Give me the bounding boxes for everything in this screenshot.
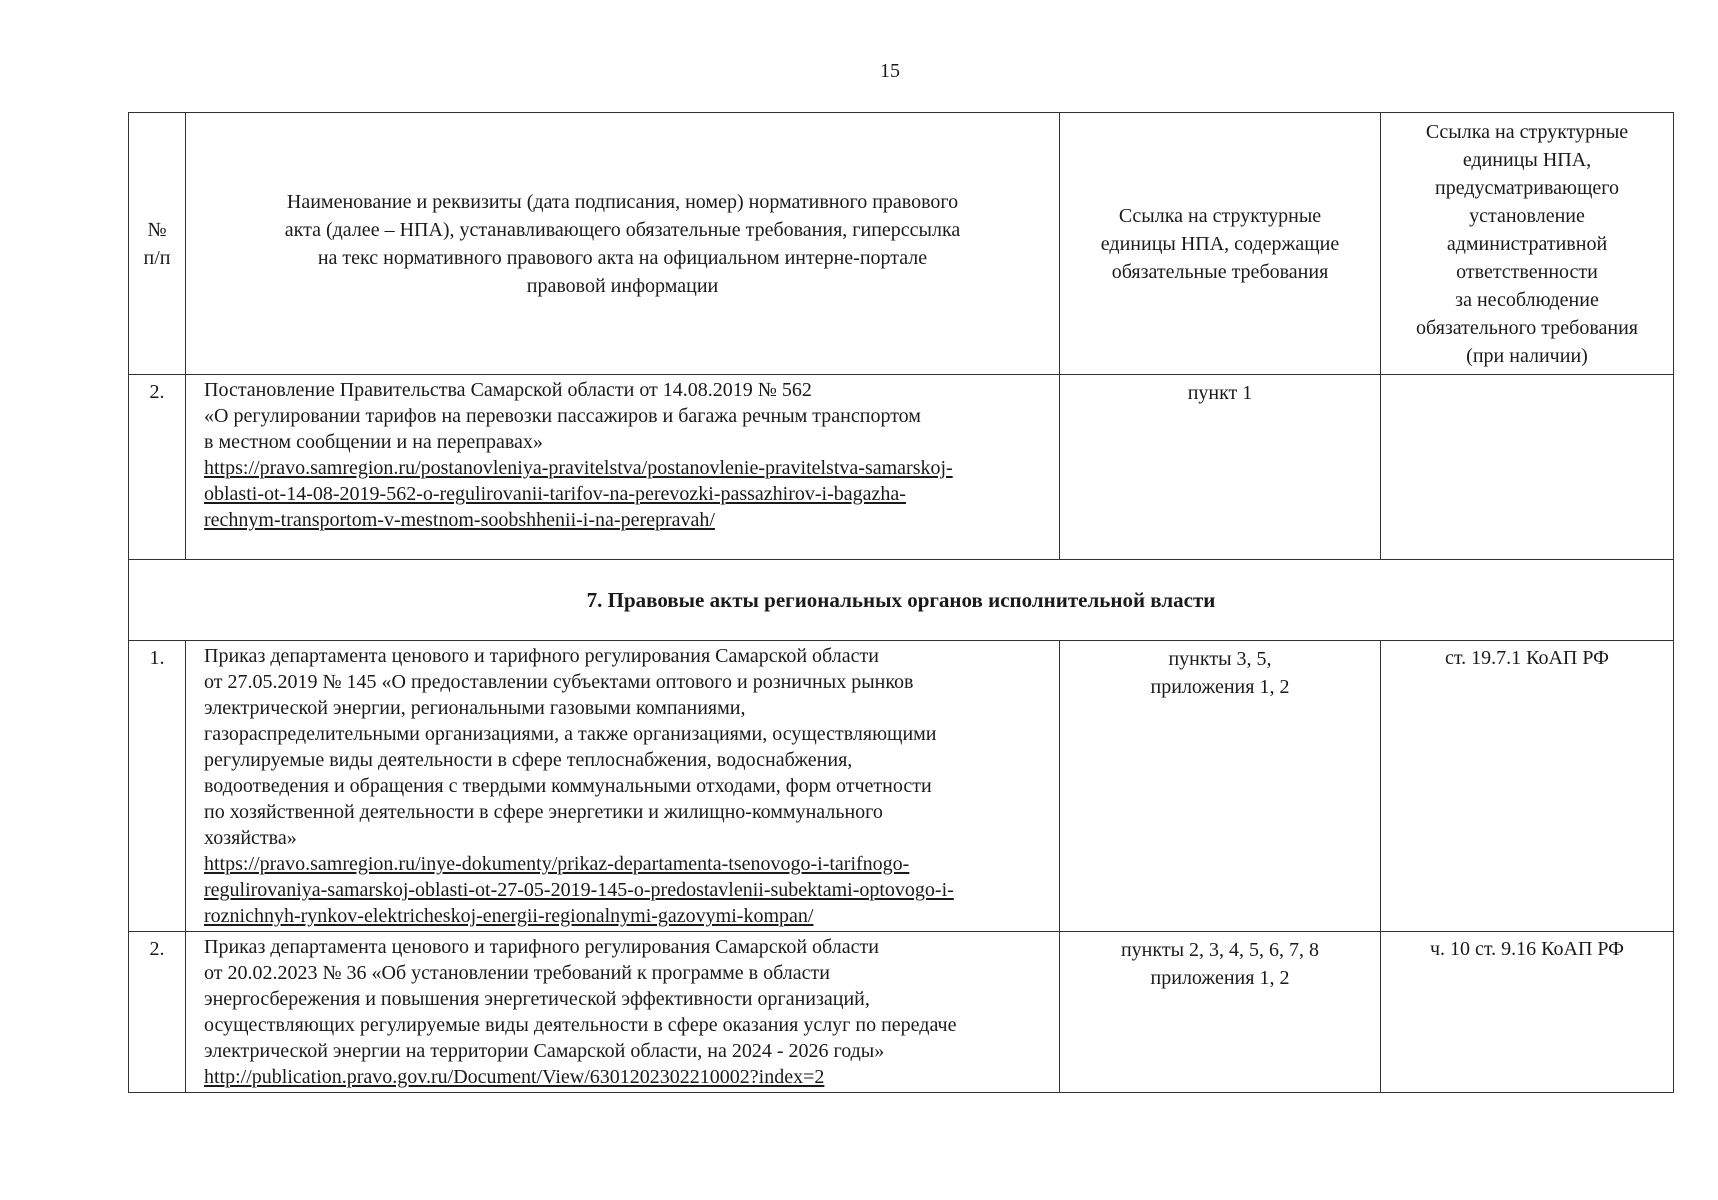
- header-name-line: на текс нормативного правового акта на официальном интерне-портале: [317, 246, 928, 269]
- act-text-line: осуществляющих регулируемые виды деятельности в сфере оказания услуг по передаче: [204, 1014, 957, 1036]
- act-description: [186, 641, 1060, 932]
- row-number: 2.: [129, 375, 186, 560]
- header-resp-line: за несоблюдение: [1455, 288, 1599, 311]
- header-num-line: №: [147, 218, 167, 241]
- act-hyperlink[interactable]: https://pravo.samregion.ru/postanovleniya-pravitelstva/postanovlenie-pravitelstva-samarskoj-: [204, 457, 953, 479]
- header-resp-line: обязательного требования: [1416, 316, 1638, 339]
- liability-reference: [1381, 375, 1674, 560]
- table-row: [129, 641, 1674, 932]
- reference-line: приложения 1, 2: [1150, 676, 1290, 698]
- act-text-line: электрической энергии на территории Самарской области, на 2024 - 2026 годы»: [204, 1040, 885, 1062]
- act-hyperlink[interactable]: https://pravo.samregion.ru/inye-dokumenty/prikaz-departamenta-tsenovogo-i-tarifnogo-: [204, 853, 910, 875]
- act-hyperlink[interactable]: oblasti-ot-14-08-2019-562-o-regulirovanii-tarifov-na-perevozki-passazhirov-i-bagazha-: [204, 483, 906, 505]
- row-number: 1.: [129, 641, 186, 932]
- header-resp-line: установление: [1469, 204, 1585, 227]
- act-text-line: от 20.02.2023 № 36 «Об установлении требований к программе в области: [204, 962, 830, 984]
- requirements-reference: [1060, 932, 1381, 1093]
- section-heading-row: [129, 560, 1674, 641]
- act-description: [186, 932, 1060, 1093]
- act-text-line: по хозяйственной деятельности в сфере энергетики и жилищно-коммунального: [204, 801, 883, 823]
- requirements-table: [128, 112, 1674, 1093]
- header-resp-line: Ссылка на структурные: [1425, 120, 1629, 143]
- requirements-reference: [1060, 375, 1381, 560]
- act-text-line: от 27.05.2019 № 145 «О предоставлении субъектами оптового и розничных рынков: [204, 671, 914, 693]
- header-ref-line: единицы НПА, содержащие: [1100, 232, 1340, 255]
- liability-reference: ст. 19.7.1 КоАП РФ: [1381, 641, 1674, 932]
- header-num: [129, 113, 186, 375]
- header-resp-line: административной: [1446, 232, 1608, 255]
- header-resp-line: (при наличии): [1466, 344, 1588, 367]
- act-text-line: газораспределительными организациями, а также организациями, осуществляющими: [204, 723, 937, 745]
- act-text-line: регулируемые виды деятельности в сфере теплоснабжения, водоснабжения,: [204, 749, 853, 771]
- header-resp-line: единицы НПА,: [1462, 148, 1592, 171]
- act-text-line: Приказ департамента ценового и тарифного регулирования Самарской области: [204, 645, 879, 667]
- header-resp-line: ответственности: [1456, 260, 1598, 283]
- header-name: [186, 113, 1060, 375]
- act-text-line: электрической энергии, региональными газовыми компаниями,: [204, 697, 746, 719]
- reference-line: пункт 1: [1187, 382, 1253, 404]
- act-text-line: Постановление Правительства Самарской области от 14.08.2019 № 562: [204, 379, 812, 401]
- act-hyperlink[interactable]: http://publication.pravo.gov.ru/Document/View/6301202302210002?index=2: [204, 1066, 825, 1088]
- header-name-line: Наименование и реквизиты (дата подписания, номер) нормативного правового: [286, 190, 959, 213]
- act-hyperlink[interactable]: regulirovaniya-samarskoj-oblasti-ot-27-05-2019-145-o-predostavlenii-subektami-optovogo-i-: [204, 879, 954, 901]
- reference-line: приложения 1, 2: [1150, 967, 1290, 989]
- requirements-reference: [1060, 641, 1381, 932]
- header-num-line: п/п: [143, 246, 171, 269]
- header-name-line: правовой информации: [526, 274, 719, 297]
- page-number: 15: [880, 60, 900, 82]
- liability-reference: ч. 10 ст. 9.16 КоАП РФ: [1381, 932, 1674, 1093]
- act-text-line: водоотведения и обращения с твердыми коммунальными отходами, форм отчетности: [204, 775, 932, 797]
- header-resp: [1381, 113, 1674, 375]
- reference-line: пункты 2, 3, 4, 5, 6, 7, 8: [1120, 939, 1320, 961]
- act-hyperlink[interactable]: roznichnyh-rynkov-elektricheskoj-energii-regionalnymi-gazovymi-kompan/: [204, 905, 814, 927]
- act-text-line: в местном сообщении и на переправах»: [204, 431, 543, 453]
- row-number: 2.: [129, 932, 186, 1093]
- header-ref: [1060, 113, 1381, 375]
- act-hyperlink[interactable]: rechnym-transportom-v-mestnom-soobshhenii-i-na-perepravah/: [204, 509, 715, 531]
- header-ref-line: обязательные требования: [1111, 260, 1329, 283]
- section-title: 7. Правовые акты региональных органов исполнительной власти: [129, 560, 1674, 641]
- header-name-line: акта (далее – НПА), устанавливающего обязательные требования, гиперссылка: [284, 218, 961, 241]
- act-description: [186, 375, 1060, 560]
- header-ref-line: Ссылка на структурные: [1118, 204, 1322, 227]
- act-text-line: энергосбережения и повышения энергетической эффективности организаций,: [204, 988, 870, 1010]
- reference-line: пункты 3, 5,: [1168, 648, 1272, 670]
- table-header-row: [129, 113, 1674, 375]
- act-text-line: хозяйства»: [204, 827, 297, 849]
- act-text-line: Приказ департамента ценового и тарифного регулирования Самарской области: [204, 936, 879, 958]
- act-text-line: «О регулировании тарифов на перевозки пассажиров и багажа речным транспортом: [204, 405, 921, 427]
- header-resp-line: предусматривающего: [1435, 176, 1619, 199]
- table-row: [129, 375, 1674, 560]
- table-row: [129, 932, 1674, 1093]
